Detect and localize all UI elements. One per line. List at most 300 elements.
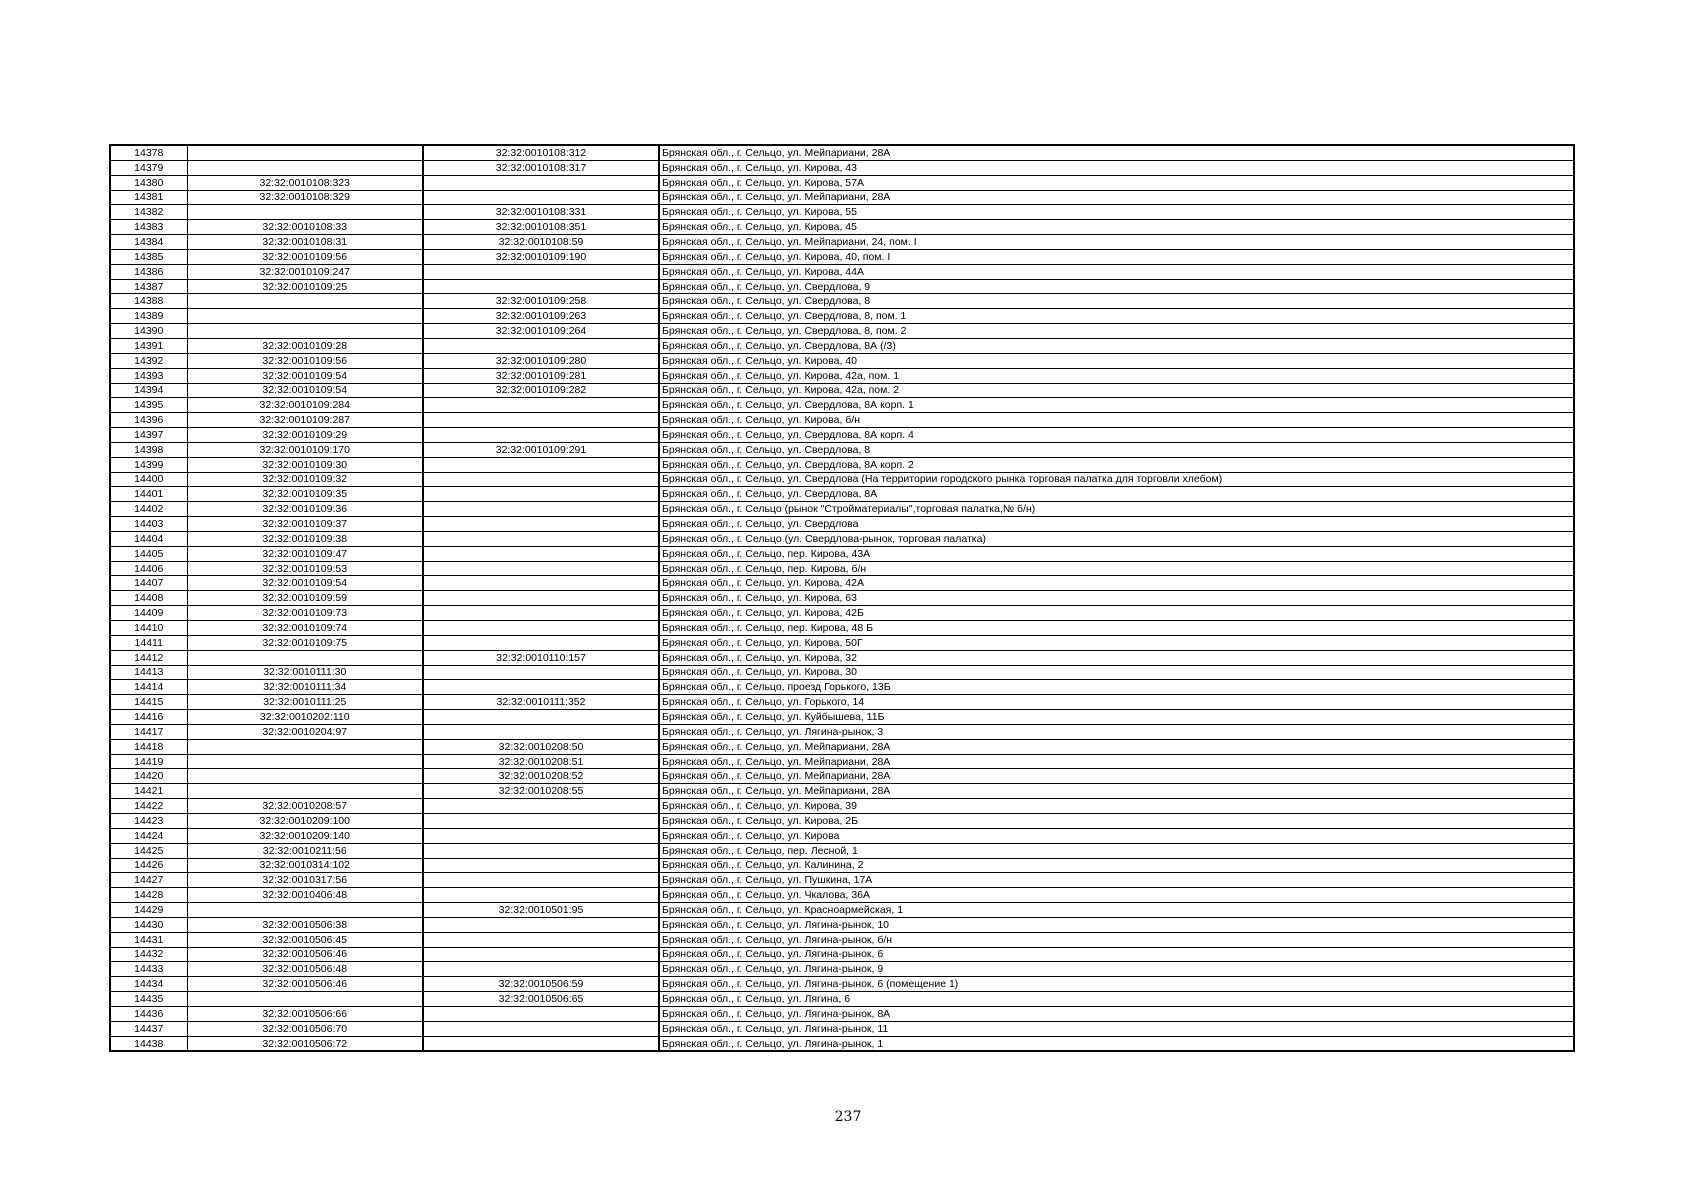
related-cadastral-number-cell [423,279,659,294]
row-number-cell: 14379 [110,160,187,175]
table-row [110,799,1574,814]
table-row [110,279,1574,294]
related-cadastral-number-cell [423,487,659,502]
row-number-cell: 14416 [110,710,187,725]
cadastral-number-cell: 32:32:0010109:170 [187,442,423,457]
address-cell: Брянская обл., г. Сельцо, ул. Лягина-рынок, 9 [659,962,1574,977]
related-cadastral-number-cell [423,843,659,858]
related-cadastral-number-cell [423,413,659,428]
cadastral-number-cell: 32:32:0010108:323 [187,175,423,190]
cadastral-number-cell [187,205,423,220]
address-cell: Брянская обл., г. Сельцо, ул. Кирова, 42А [659,576,1574,591]
related-cadastral-number-cell [423,724,659,739]
table-row [110,294,1574,309]
row-number-cell: 14428 [110,888,187,903]
related-cadastral-number-cell: 32:32:0010109:258 [423,294,659,309]
cadastral-number-cell [187,145,423,160]
table-row [110,695,1574,710]
table-row [110,472,1574,487]
cadastral-number-cell: 32:32:0010109:75 [187,635,423,650]
related-cadastral-number-cell: 32:32:0010109:264 [423,324,659,339]
cadastral-number-cell: 32:32:0010109:37 [187,517,423,532]
row-number-cell: 14434 [110,977,187,992]
cadastral-number-cell: 32:32:0010209:140 [187,828,423,843]
address-cell: Брянская обл., г. Сельцо, ул. Кирова, 40, пом. I [659,249,1574,264]
related-cadastral-number-cell: 32:32:0010208:52 [423,769,659,784]
row-number-cell: 14392 [110,353,187,368]
table-row [110,1021,1574,1036]
row-number-cell: 14427 [110,873,187,888]
table-row [110,309,1574,324]
cadastral-number-cell: 32:32:0010111:25 [187,695,423,710]
address-cell: Брянская обл., г. Сельцо, ул. Кирова, 45 [659,220,1574,235]
related-cadastral-number-cell [423,1006,659,1021]
address-cell: Брянская обл., г. Сельцо, ул. Кирова, 57А [659,175,1574,190]
cadastral-number-cell [187,903,423,918]
table-row [110,531,1574,546]
related-cadastral-number-cell [423,917,659,932]
row-number-cell: 14383 [110,220,187,235]
related-cadastral-number-cell: 32:32:0010108:59 [423,235,659,250]
address-cell: Брянская обл., г. Сельцо, пер. Кирова, 48 Б [659,621,1574,636]
table-row [110,621,1574,636]
cadastral-number-cell [187,309,423,324]
cadastral-number-cell: 32:32:0010109:25 [187,279,423,294]
row-number-cell: 14437 [110,1021,187,1036]
row-number-cell: 14397 [110,428,187,443]
table-row [110,606,1574,621]
address-cell: Брянская обл., г. Сельцо, ул. Лягина-рынок, 6 [659,947,1574,962]
address-cell: Брянская обл., г. Сельцо, ул. Лягина-рынок, 6 (помещение 1) [659,977,1574,992]
address-cell: Брянская обл., г. Сельцо, ул. Лягина-рынок, б/н [659,932,1574,947]
cadastral-number-cell [187,754,423,769]
related-cadastral-number-cell [423,428,659,443]
related-cadastral-number-cell: 32:32:0010208:50 [423,739,659,754]
related-cadastral-number-cell [423,635,659,650]
table-row [110,843,1574,858]
related-cadastral-number-cell: 32:32:0010109:281 [423,368,659,383]
table-row [110,932,1574,947]
cadastral-number-cell: 32:32:0010109:29 [187,428,423,443]
related-cadastral-number-cell: 32:32:0010506:65 [423,992,659,1007]
row-number-cell: 14404 [110,531,187,546]
cadastral-number-cell [187,160,423,175]
address-cell: Брянская обл., г. Сельцо, ул. Кирова, 42Б [659,606,1574,621]
address-cell: Брянская обл., г. Сельцо (рынок "Стройматериалы",торговая палатка,№ б/н) [659,502,1574,517]
row-number-cell: 14418 [110,739,187,754]
address-cell: Брянская обл., г. Сельцо, ул. Пушкина, 17А [659,873,1574,888]
cadastral-number-cell: 32:32:0010109:54 [187,383,423,398]
table-row [110,546,1574,561]
table-row [110,903,1574,918]
cadastral-number-cell: 32:32:0010506:38 [187,917,423,932]
cadastral-number-cell: 32:32:0010506:46 [187,947,423,962]
row-number-cell: 14395 [110,398,187,413]
row-number-cell: 14414 [110,680,187,695]
related-cadastral-number-cell [423,502,659,517]
row-number-cell: 14386 [110,264,187,279]
table-row [110,977,1574,992]
row-number-cell: 14429 [110,903,187,918]
table-row [110,784,1574,799]
cadastral-number-cell: 32:32:0010109:53 [187,561,423,576]
cadastral-number-cell [187,784,423,799]
cadastral-number-cell: 32:32:0010111:34 [187,680,423,695]
related-cadastral-number-cell: 32:32:0010108:317 [423,160,659,175]
cadastral-number-cell: 32:32:0010109:56 [187,353,423,368]
cadastral-number-cell: 32:32:0010111:30 [187,665,423,680]
address-cell: Брянская обл., г. Сельцо, ул. Лягина-рынок, 8А [659,1006,1574,1021]
address-cell: Брянская обл., г. Сельцо, проезд Горького, 13Б [659,680,1574,695]
address-cell: Брянская обл., г. Сельцо, ул. Кирова, 63 [659,591,1574,606]
table-row [110,710,1574,725]
cadastral-number-cell: 32:32:0010109:36 [187,502,423,517]
page-number: 237 [834,1109,862,1125]
address-cell: Брянская обл., г. Сельцо, ул. Кирова, 40 [659,353,1574,368]
table-row [110,338,1574,353]
table-row [110,1006,1574,1021]
related-cadastral-number-cell [423,799,659,814]
address-cell: Брянская обл., г. Сельцо, ул. Куйбышева, 11Б [659,710,1574,725]
cadastral-number-cell: 32:32:0010314:102 [187,858,423,873]
cadastral-number-cell: 32:32:0010108:33 [187,220,423,235]
related-cadastral-number-cell [423,858,659,873]
related-cadastral-number-cell: 32:32:0010501:95 [423,903,659,918]
address-cell: Брянская обл., г. Сельцо, ул. Свердлова, 9 [659,279,1574,294]
table-row [110,383,1574,398]
table-row [110,353,1574,368]
cadastral-number-cell: 32:32:0010109:32 [187,472,423,487]
cadastral-number-cell: 32:32:0010109:56 [187,249,423,264]
row-number-cell: 14433 [110,962,187,977]
address-cell: Брянская обл., г. Сельцо, ул. Кирова, 42а, пом. 1 [659,368,1574,383]
row-number-cell: 14409 [110,606,187,621]
cadastral-number-cell: 32:32:0010109:54 [187,368,423,383]
related-cadastral-number-cell [423,932,659,947]
cadastral-number-cell: 32:32:0010208:57 [187,799,423,814]
cadastral-number-cell: 32:32:0010406:48 [187,888,423,903]
table-row [110,175,1574,190]
address-cell: Брянская обл., г. Сельцо, ул. Красноармейская, 1 [659,903,1574,918]
address-cell: Брянская обл., г. Сельцо, ул. Свердлова [659,517,1574,532]
row-number-cell: 14438 [110,1036,187,1051]
table-row [110,517,1574,532]
cadastral-number-cell: 32:32:0010109:47 [187,546,423,561]
cadastral-number-cell: 32:32:0010506:66 [187,1006,423,1021]
table-row [110,442,1574,457]
address-cell: Брянская обл., г. Сельцо, ул. Кирова [659,828,1574,843]
address-cell: Брянская обл., г. Сельцо, ул. Кирова, 43 [659,160,1574,175]
row-number-cell: 14417 [110,724,187,739]
row-number-cell: 14430 [110,917,187,932]
cadastral-number-cell: 32:32:0010506:46 [187,977,423,992]
row-number-cell: 14410 [110,621,187,636]
cadastral-number-cell: 32:32:0010109:284 [187,398,423,413]
address-cell: Брянская обл., г. Сельцо, ул. Мейпариани, 28А [659,145,1574,160]
table-row [110,591,1574,606]
address-cell: Брянская обл., г. Сельцо, ул. Свердлова, 8А корп. 1 [659,398,1574,413]
table-row [110,724,1574,739]
row-number-cell: 14420 [110,769,187,784]
address-cell: Брянская обл., г. Сельцо, ул. Свердлова, 8 [659,294,1574,309]
address-cell: Брянская обл., г. Сельцо, пер. Кирова, б/н [659,561,1574,576]
table-row [110,398,1574,413]
cadastral-number-cell: 32:32:0010317:56 [187,873,423,888]
cadastral-number-cell: 32:32:0010108:31 [187,235,423,250]
row-number-cell: 14402 [110,502,187,517]
cadastral-number-cell [187,650,423,665]
address-cell: Брянская обл., г. Сельцо, ул. Мейпариани, 28А [659,754,1574,769]
related-cadastral-number-cell: 32:32:0010208:51 [423,754,659,769]
address-cell: Брянская обл., г. Сельцо, ул. Чкалова, 36А [659,888,1574,903]
table-row [110,962,1574,977]
table-row [110,769,1574,784]
table-row [110,754,1574,769]
related-cadastral-number-cell: 32:32:0010108:312 [423,145,659,160]
related-cadastral-number-cell [423,1021,659,1036]
row-number-cell: 14415 [110,695,187,710]
table-row [110,858,1574,873]
related-cadastral-number-cell: 32:32:0010109:282 [423,383,659,398]
table-row [110,324,1574,339]
related-cadastral-number-cell: 32:32:0010109:263 [423,309,659,324]
table-row [110,249,1574,264]
related-cadastral-number-cell [423,398,659,413]
address-cell: Брянская обл., г. Сельцо, ул. Кирова, 2Б [659,813,1574,828]
table-row [110,739,1574,754]
related-cadastral-number-cell [423,338,659,353]
cadastral-number-cell [187,992,423,1007]
address-cell: Брянская обл., г. Сельцо, ул. Мейпариани, 24, пом. I [659,235,1574,250]
related-cadastral-number-cell: 32:32:0010111:352 [423,695,659,710]
address-cell: Брянская обл., г. Сельцо, ул. Лягина-рынок, 1 [659,1036,1574,1051]
row-number-cell: 14389 [110,309,187,324]
table-row [110,873,1574,888]
related-cadastral-number-cell [423,680,659,695]
address-cell: Брянская обл., г. Сельцо, пер. Кирова, 43А [659,546,1574,561]
related-cadastral-number-cell: 32:32:0010108:351 [423,220,659,235]
address-cell: Брянская обл., г. Сельцо, пер. Лесной, 1 [659,843,1574,858]
address-cell: Брянская обл., г. Сельцо, ул. Свердлова, 8А [659,487,1574,502]
address-cell: Брянская обл., г. Сельцо, ул. Кирова, 42а, пом. 2 [659,383,1574,398]
row-number-cell: 14435 [110,992,187,1007]
address-cell: Брянская обл., г. Сельцо, ул. Свердлова, 8, пом. 2 [659,324,1574,339]
row-number-cell: 14406 [110,561,187,576]
row-number-cell: 14405 [110,546,187,561]
address-cell: Брянская обл., г. Сельцо, ул. Горького, 14 [659,695,1574,710]
registry-table-body [110,145,1574,1051]
row-number-cell: 14436 [110,1006,187,1021]
table-row [110,828,1574,843]
table-row [110,813,1574,828]
related-cadastral-number-cell: 32:32:0010506:59 [423,977,659,992]
related-cadastral-number-cell [423,517,659,532]
address-cell: Брянская обл., г. Сельцо, ул. Свердлова, 8А (/3) [659,338,1574,353]
cadastral-number-cell: 32:32:0010109:30 [187,457,423,472]
table-row [110,428,1574,443]
related-cadastral-number-cell [423,828,659,843]
cadastral-number-cell: 32:32:0010506:72 [187,1036,423,1051]
address-cell: Брянская обл., г. Сельцо, ул. Лягина-рынок, 3 [659,724,1574,739]
cadastral-number-cell: 32:32:0010109:38 [187,531,423,546]
table-row [110,487,1574,502]
table-row [110,665,1574,680]
cadastral-number-cell [187,769,423,784]
table-row [110,205,1574,220]
related-cadastral-number-cell [423,962,659,977]
table-row [110,650,1574,665]
address-cell: Брянская обл., г. Сельцо, ул. Кирова, 50Г [659,635,1574,650]
cadastral-number-cell: 32:32:0010506:48 [187,962,423,977]
cadastral-number-cell: 32:32:0010211:56 [187,843,423,858]
table-row [110,220,1574,235]
address-cell: Брянская обл., г. Сельцо, ул. Лягина-рынок, 10 [659,917,1574,932]
table-row [110,413,1574,428]
row-number-cell: 14393 [110,368,187,383]
row-number-cell: 14419 [110,754,187,769]
row-number-cell: 14394 [110,383,187,398]
related-cadastral-number-cell [423,264,659,279]
row-number-cell: 14400 [110,472,187,487]
row-number-cell: 14431 [110,932,187,947]
row-number-cell: 14380 [110,175,187,190]
related-cadastral-number-cell [423,710,659,725]
address-cell: Брянская обл., г. Сельцо, ул. Мейпариани, 28А [659,769,1574,784]
row-number-cell: 14403 [110,517,187,532]
cadastral-number-cell: 32:32:0010109:28 [187,338,423,353]
address-cell: Брянская обл., г. Сельцо, ул. Кирова, 55 [659,205,1574,220]
related-cadastral-number-cell [423,190,659,205]
row-number-cell: 14378 [110,145,187,160]
row-number-cell: 14384 [110,235,187,250]
related-cadastral-number-cell [423,546,659,561]
related-cadastral-number-cell: 32:32:0010109:280 [423,353,659,368]
related-cadastral-number-cell [423,561,659,576]
row-number-cell: 14413 [110,665,187,680]
related-cadastral-number-cell [423,531,659,546]
row-number-cell: 14390 [110,324,187,339]
table-row [110,917,1574,932]
row-number-cell: 14399 [110,457,187,472]
address-cell: Брянская обл., г. Сельцо, ул. Кирова, 32 [659,650,1574,665]
cadastral-number-cell: 32:32:0010109:59 [187,591,423,606]
registry-table [109,144,1575,1052]
row-number-cell: 14401 [110,487,187,502]
row-number-cell: 14411 [110,635,187,650]
address-cell: Брянская обл., г. Сельцо, ул. Свердлова, 8, пом. 1 [659,309,1574,324]
row-number-cell: 14407 [110,576,187,591]
cadastral-number-cell [187,294,423,309]
related-cadastral-number-cell: 32:32:0010109:190 [423,249,659,264]
table-row [110,1036,1574,1051]
related-cadastral-number-cell [423,665,659,680]
address-cell: Брянская обл., г. Сельцо, ул. Кирова, б/н [659,413,1574,428]
table-row [110,561,1574,576]
table-row [110,888,1574,903]
related-cadastral-number-cell [423,175,659,190]
row-number-cell: 14421 [110,784,187,799]
row-number-cell: 14408 [110,591,187,606]
table-row [110,457,1574,472]
related-cadastral-number-cell [423,888,659,903]
row-number-cell: 14388 [110,294,187,309]
address-cell: Брянская обл., г. Сельцо, ул. Свердлова (На территории городского рынка торговая палатка для торговли хлебом) [659,472,1574,487]
related-cadastral-number-cell [423,606,659,621]
related-cadastral-number-cell [423,813,659,828]
related-cadastral-number-cell [423,621,659,636]
related-cadastral-number-cell: 32:32:0010208:55 [423,784,659,799]
related-cadastral-number-cell: 32:32:0010110:157 [423,650,659,665]
row-number-cell: 14387 [110,279,187,294]
table-row [110,160,1574,175]
cadastral-number-cell: 32:32:0010109:287 [187,413,423,428]
table-row [110,368,1574,383]
address-cell: Брянская обл., г. Сельцо, ул. Свердлова, 8А корп. 4 [659,428,1574,443]
table-row [110,190,1574,205]
cadastral-number-cell: 32:32:0010108:329 [187,190,423,205]
row-number-cell: 14385 [110,249,187,264]
cadastral-number-cell: 32:32:0010109:73 [187,606,423,621]
row-number-cell: 14426 [110,858,187,873]
related-cadastral-number-cell: 32:32:0010109:291 [423,442,659,457]
related-cadastral-number-cell [423,576,659,591]
related-cadastral-number-cell [423,591,659,606]
cadastral-number-cell: 32:32:0010506:70 [187,1021,423,1036]
row-number-cell: 14423 [110,813,187,828]
cadastral-number-cell: 32:32:0010109:247 [187,264,423,279]
row-number-cell: 14425 [110,843,187,858]
related-cadastral-number-cell [423,1036,659,1051]
cadastral-number-cell [187,324,423,339]
address-cell: Брянская обл., г. Сельцо, ул. Свердлова, 8А корп. 2 [659,457,1574,472]
table-row [110,680,1574,695]
cadastral-number-cell: 32:32:0010209:100 [187,813,423,828]
related-cadastral-number-cell [423,947,659,962]
related-cadastral-number-cell [423,457,659,472]
address-cell: Брянская обл., г. Сельцо, ул. Калинина, 2 [659,858,1574,873]
address-cell: Брянская обл., г. Сельцо, ул. Свердлова, 8 [659,442,1574,457]
related-cadastral-number-cell [423,472,659,487]
row-number-cell: 14391 [110,338,187,353]
address-cell: Брянская обл., г. Сельцо, ул. Мейпариани, 28А [659,784,1574,799]
table-row [110,947,1574,962]
cadastral-number-cell: 32:32:0010506:45 [187,932,423,947]
address-cell: Брянская обл., г. Сельцо, ул. Мейпариани, 28А [659,739,1574,754]
table-row [110,635,1574,650]
address-cell: Брянская обл., г. Сельцо, ул. Мейпариани, 28А [659,190,1574,205]
table-row [110,145,1574,160]
row-number-cell: 14398 [110,442,187,457]
row-number-cell: 14381 [110,190,187,205]
table-row [110,992,1574,1007]
address-cell: Брянская обл., г. Сельцо (ул. Свердлова-рынок, торговая палатка) [659,531,1574,546]
cadastral-number-cell: 32:32:0010202:110 [187,710,423,725]
address-cell: Брянская обл., г. Сельцо, ул. Лягина-рынок, 11 [659,1021,1574,1036]
address-cell: Брянская обл., г. Сельцо, ул. Кирова, 30 [659,665,1574,680]
row-number-cell: 14396 [110,413,187,428]
cadastral-number-cell: 32:32:0010109:35 [187,487,423,502]
row-number-cell: 14412 [110,650,187,665]
table-row [110,235,1574,250]
table-row [110,576,1574,591]
related-cadastral-number-cell [423,873,659,888]
related-cadastral-number-cell: 32:32:0010108:331 [423,205,659,220]
address-cell: Брянская обл., г. Сельцо, ул. Кирова, 44А [659,264,1574,279]
cadastral-number-cell [187,739,423,754]
row-number-cell: 14432 [110,947,187,962]
cadastral-number-cell: 32:32:0010204:97 [187,724,423,739]
table-row [110,264,1574,279]
